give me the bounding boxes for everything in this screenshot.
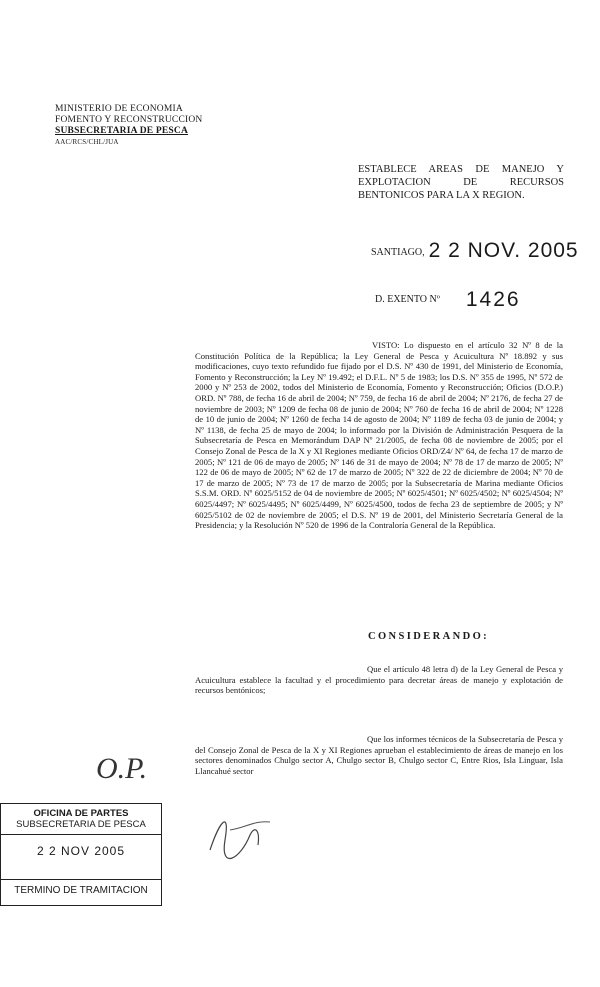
title-line-3: BENTONICOS PARA LA X REGION. bbox=[358, 190, 525, 201]
considerando-heading: CONSIDERANDO: bbox=[368, 631, 490, 642]
letterhead bbox=[55, 104, 225, 148]
considerando-2-text: Que los informes técnicos de la Subsecretaría de Pesca y del Consejo Zonal de Pesca de la X y XI Regiones aprueban el establecimiento de áreas de manejo en los sectores denominados Chulgo sector A, Chulgo sector B, Chulgo sector C, Entre Rios, Isla Linguar, Isla Llancahué sector bbox=[195, 734, 563, 776]
stamp-footer: TERMINO DE TRAMITACION bbox=[14, 885, 148, 896]
considerando-1-text: Que el artículo 48 letra d) de la Ley General de Pesca y Acuicultura establece la facultad y el procedimiento para decretar áreas de manejo y explotación de recursos bentónicos; bbox=[195, 664, 563, 696]
decree-num: 1426 bbox=[465, 288, 521, 311]
title-line-2: EXPLOTACION DE RECURSOS bbox=[358, 177, 564, 188]
place: SANTIAGO, bbox=[371, 247, 425, 258]
stamp-date: 2 2 NOV 2005 bbox=[36, 844, 126, 858]
date-stamp: 2 2 NOV. 2005 bbox=[428, 239, 579, 262]
stamp-divider bbox=[1, 879, 161, 880]
considerando-1 bbox=[195, 664, 563, 696]
title-line-1: ESTABLECE AREAS DE MANEJO Y bbox=[358, 164, 564, 175]
visto-paragraph: VISTO: Lo dispuesto en el artículo 32 Nº 8 de la Constitución Política de la República; la Ley General de Pesca y Acuicultura Nº 18.892 y sus modificaciones, cuyo texto refundido fue fijado por el D.S. Nº 430 de 1991, del Ministerio de Economía, Fomento y Reconstrucción; la Ley Nº 19.492; el D.F.L. Nº 5 de 1983; los D.S. Nº 355 de 1995, Nº 572 de 2000 y Nº 253 de 2002, todos del Ministerio de Economía, Fomento y Reconstrucción; Oficios (D.O.P.) ORD. Nº 788, de fecha 16 de abril de 2004; Nº 759, de fecha 16 de abril de 2004; Nº 2176, de fecha 27 de noviembre de 2003; Nº 1209 de fecha 08 de junio de 2004; Nº 760 de fecha 16 de abril de 2004; Nº 1228 de 10 de junio de 2004; Nº 1260 de fecha 14 de agosto de 2004; Nº 1189 de fecha 03 de junio de 2004; y Nº 1138, de fecha 25 de mayo de 2004; lo informado por la División de Administración Pesquera de la Subsecretaría de Pesca en Memorándum DAP Nº 21/2005, de fecha 08 de noviembre de 2005; por el Consejo Zonal de Pesca de la X y XI Regiones mediante Oficios ORD/Z4/ Nº 64, de fecha 17 de marzo de 2005; Nº 121 de 06 de mayo de 2005; Nº 146 de 31 de mayo de 2004; Nº 78 de 17 de marzo de 2005; Nº 122 de 06 de mayo de 2005; Nº 62 de 17 de marzo de 2005; Nº 322 de 22 de diciembre de 2004; Nº 70 de 17 de marzo de 2005; Nº 73 de 17 de marzo de 2005; por la Subsecretaría de Marina mediante Oficios S.S.M. ORD. Nº 6025/5152 de 04 de noviembre de 2005; Nº 6025/4501; Nº 6025/4502; Nº 6025/4504; Nº 6025/4497; Nº 6025/4495; Nº 6025/4499, Nº 6025/4500, todos de fecha 23 de septiembre de 2005; y Nº 6025/5102 de 02 de noviembre de 2005; el D.S. Nº 19 de 2001, del Ministerio Secretaría General de la Presidencia; y la Resolución Nº 520 de 1996 de la Contraloría General de la República. bbox=[195, 340, 563, 531]
decree-number bbox=[375, 288, 521, 312]
considerando-2 bbox=[195, 734, 563, 776]
subsecretaria-name: SUBSECRETARIA DE PESCA bbox=[55, 126, 189, 136]
decree-label: D. EXENTO Nº bbox=[375, 294, 440, 305]
ministry-name: MINISTERIO DE ECONOMIA bbox=[55, 104, 183, 114]
author-initials: AAC/RCS/CHL/JUA bbox=[55, 138, 119, 146]
decree-title bbox=[358, 163, 564, 202]
stamp-divider bbox=[1, 834, 161, 835]
place-date bbox=[371, 239, 579, 263]
reception-stamp bbox=[0, 803, 162, 906]
stamp-subsecretaria: SUBSECRETARIA DE PESCA bbox=[16, 819, 146, 830]
signature-mark bbox=[200, 800, 290, 870]
ministry-name-line2: FOMENTO Y RECONSTRUCCION bbox=[55, 115, 203, 125]
handwritten-note: O.P. bbox=[96, 752, 148, 785]
stamp-office: OFICINA DE PARTES bbox=[33, 808, 129, 819]
visto-section bbox=[195, 340, 563, 531]
